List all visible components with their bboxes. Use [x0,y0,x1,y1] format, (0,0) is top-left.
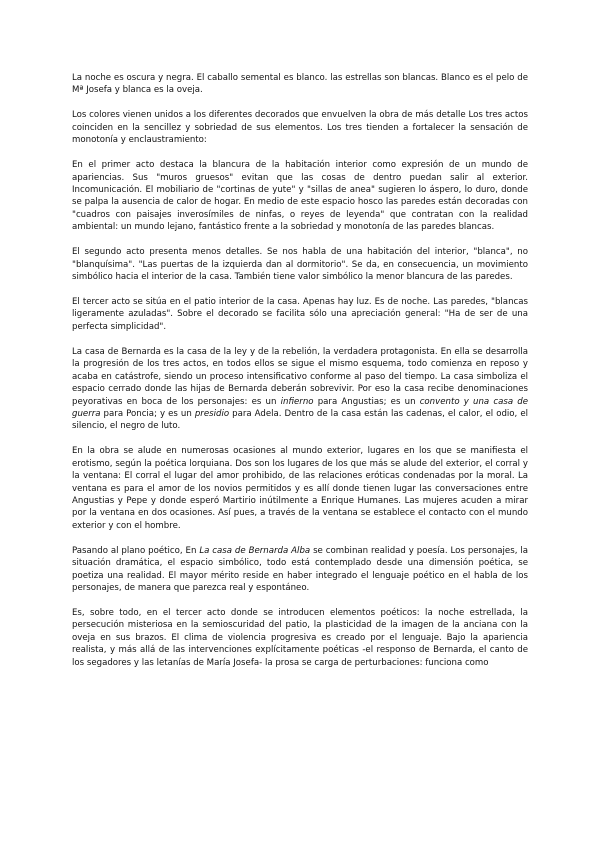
paragraph-6-text: para Adela. Dentro de la casa están las cadenas, el calor, el odio, el silencio, el negro de luto. [72,408,528,432]
paragraph-1 [72,72,528,97]
paragraph-8 [72,545,528,595]
paragraph-6-italic-presidio: presidio [194,408,230,419]
paragraph-6-italic-infierno: infierno [280,396,314,407]
paragraph-5-text: El tercer acto se sitúa en el patio interior de la casa. Apenas hay luz. Es de noche. Las paredes, "blancas ligeramente azuladas". Sobre el decorado se facilita sólo una apreciación general: "Ha de ser de una perfecta simplicidad". [72,297,528,332]
paragraph-8-text: se combinan realidad y poesía. Los personajes, la situación dramática, el espacio simbólico, todo está contemplado desde una dimensión poética, se poetiza una realidad. El mayor mérito reside en haber integrado el lenguaje poético en el habla de los personajes, de manera que parezca real y espontáneo. [72,545,528,593]
paragraph-3 [72,159,528,233]
paragraph-2-text: Los colores vienen unidos a los diferentes decorados que envuelven la obra de más detalle Los tres actos coinciden en la sencillez y sobriedad de sus elementos. Los tres tienden a fortalecer la sensación de monotonía y enclaustramiento: [72,110,528,146]
paragraph-3-text: En el primer acto destaca la blancura de la habitación interior como expresión de un mundo de apariencias. Sus "muros gruesos" evitan que las cosas de dentro puedan salir al exterior. Incomunicación. El mobiliario de "cortinas de yute" y "sillas de anea" sugieren lo áspero, lo duro, donde se palpa la ausencia de calor de hogar. En medio de este espacio hosco las paredes están decoradas con "cuadros con paisajes inverosímiles de ninfas, o reyes de leyenda" que contratan con la realidad ambiental: un mundo lejano, fantástico frente a la sobriedad y monotonía de las paredes blancas. [72,160,528,233]
paragraph-6 [72,346,528,433]
paragraph-8-italic-title: La casa de Bernarda Alba [199,545,311,556]
paragraph-7-text: En la obra se alude en numerosas ocasiones al mundo exterior, lugares en los que se manifiesta el erotismo, según la poética lorquiana. Dos son los lugares de los que más se alude del exterior, el corral y la ventana: El corral el lugar del amor prohibido, de las relaciones eróticas condenadas por la moral. La ventana es para el amor de los novios permitidos y es allí donde tienen lugar las conversaciones entre Angustias y Pepe y donde esperó Martirio inútilmente a Enrique Humanes. Las mujeres acuden a mirar por la ventana en dos ocasiones. Así pues, a través de la ventana se establece el contacto con el mundo exterior y con el hombre. [72,446,528,531]
paragraph-7 [72,445,528,532]
paragraph-6-italic-convento: convento y una casa de guerra [72,396,529,419]
paragraph-6-text: La casa de Bernarda es la casa de la ley y de la rebelión, la verdadera protagonista. En ella se desarrolla la progresión de los tres actos, en todos ellos se sigue el mismo esquema, todo comienza en reposo y acaba en catástrofe, siendo un proceso intensificativo conforme al paso del tiempo. La casa simboliza el espacio cerrado donde las hijas de Bernarda deberán sobrevivir. Por eso la casa recibe denominaciones peyorativas en boca de los personajes: es un [72,346,528,407]
paragraph-4 [72,246,528,283]
paragraph-8-text: Pasando al plano poético, En [72,545,200,556]
paragraph-1-text: La noche es oscura y negra. El caballo semental es blanco. las estrellas son blancas. Blanco es el pelo de Mª Josefa y blanca es la oveja. [72,73,528,96]
paragraph-5 [72,296,528,333]
paragraph-2 [72,109,528,146]
paragraph-6-text: para Poncia; y es un [100,408,195,419]
paragraph-4-text: El segundo acto presenta menos detalles. Se nos habla de una habitación del interior, "blanca", no "blanquísima". "Las puertas de la izquierda dan al dormitorio". Se da, en consecuencia, un movimiento simbólico hacia el interior de la casa. También tiene valor simbólico la menor blancura de las paredes. [72,247,528,283]
paragraph-9-text: Es, sobre todo, en el tercer acto donde se introducen elementos poéticos: la noche estrellada, la persecución misteriosa en la semioscuridad del patio, la plasticidad de la imagen de la anciana con la oveja en sus brazos. El clima de violencia progresiva es creado por el lenguaje. Bajo la apariencia realista, y más allá de las intervenciones explícitamente poéticas -el responso de Bernarda, el canto de los segadores y las letanías de María Josefa- la prosa se carga de perturbaciones: funciona como [72,607,528,668]
paragraph-9 [72,607,528,669]
paragraph-6-text: para Angustias; es un [313,396,420,407]
document-page [72,72,528,682]
